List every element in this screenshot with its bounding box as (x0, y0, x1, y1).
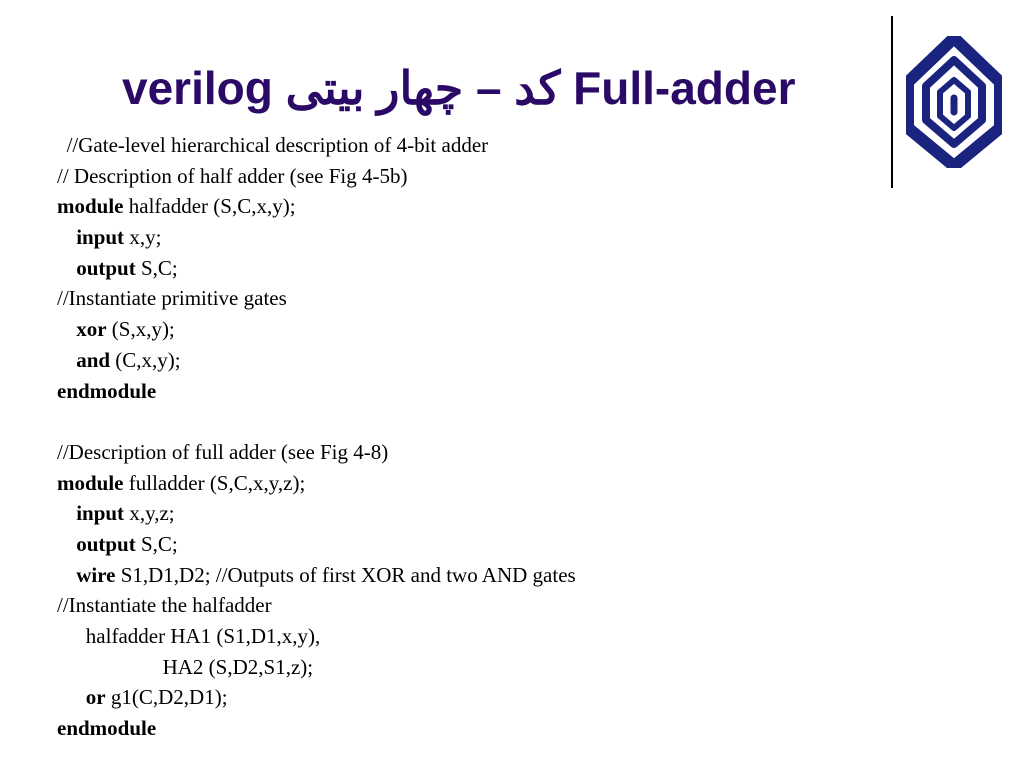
code-line (57, 590, 877, 621)
code-text: // Description of half adder (see Fig 4-5b) (57, 163, 408, 188)
code-line (57, 345, 877, 376)
code-line (57, 560, 877, 591)
code-line (57, 498, 877, 529)
code-text: fulladder (S,C,x,y,z); (123, 470, 306, 495)
code-line (57, 529, 877, 560)
code-keyword: and (76, 347, 111, 372)
code-line (57, 437, 877, 468)
code-text: S1,D1,D2; //Outputs of first XOR and two AND gates (115, 562, 576, 587)
code-text: halfadder HA1 (S1,D1,x,y), (85, 624, 321, 648)
code-line (57, 652, 877, 683)
code-line (57, 130, 877, 161)
code-line (57, 191, 877, 222)
code-keyword: wire (76, 562, 116, 587)
code-line (57, 621, 877, 652)
code-keyword: module (57, 194, 124, 219)
code-listing (57, 130, 877, 744)
code-line (57, 222, 877, 253)
code-text: (S,x,y); (106, 317, 175, 342)
code-keyword: module (57, 470, 124, 495)
code-keyword: input (76, 501, 125, 526)
code-line (57, 468, 877, 499)
code-text: halfadder (S,C,x,y); (123, 194, 296, 219)
code-line (57, 253, 877, 284)
code-line (57, 314, 877, 345)
code-text: //Description of full adder (see Fig 4-8) (57, 439, 389, 464)
code-text: x,y,z; (124, 501, 175, 526)
code-keyword: endmodule (57, 716, 157, 741)
code-keyword: endmodule (57, 378, 157, 403)
code-keyword: xor (76, 317, 107, 342)
code-text: //Instantiate the halfadder (57, 593, 272, 618)
slide-title: verilog کد – چهار بیتی Full-adder (122, 62, 796, 114)
code-line (57, 406, 877, 437)
code-line (57, 682, 877, 713)
code-text: S,C; (135, 255, 178, 280)
code-line (57, 283, 877, 314)
code-keyword: output (76, 531, 136, 556)
code-keyword: input (76, 225, 125, 250)
code-line (57, 376, 877, 407)
university-emblem-icon (906, 36, 1002, 168)
code-text: HA2 (S,D2,S1,z); (162, 654, 314, 679)
code-text: //Instantiate primitive gates (57, 286, 287, 311)
code-text: S,C; (135, 531, 178, 556)
code-text: (C,x,y); (110, 347, 181, 372)
code-text: x,y; (124, 225, 162, 250)
code-line (57, 713, 877, 744)
code-line (57, 161, 877, 192)
code-keyword: or (85, 685, 106, 710)
code-keyword: output (76, 255, 136, 280)
title-divider (891, 16, 893, 188)
code-text: g1(C,D2,D1); (105, 685, 228, 710)
code-text: //Gate-level hierarchical description of 4-bit adder (66, 133, 489, 157)
